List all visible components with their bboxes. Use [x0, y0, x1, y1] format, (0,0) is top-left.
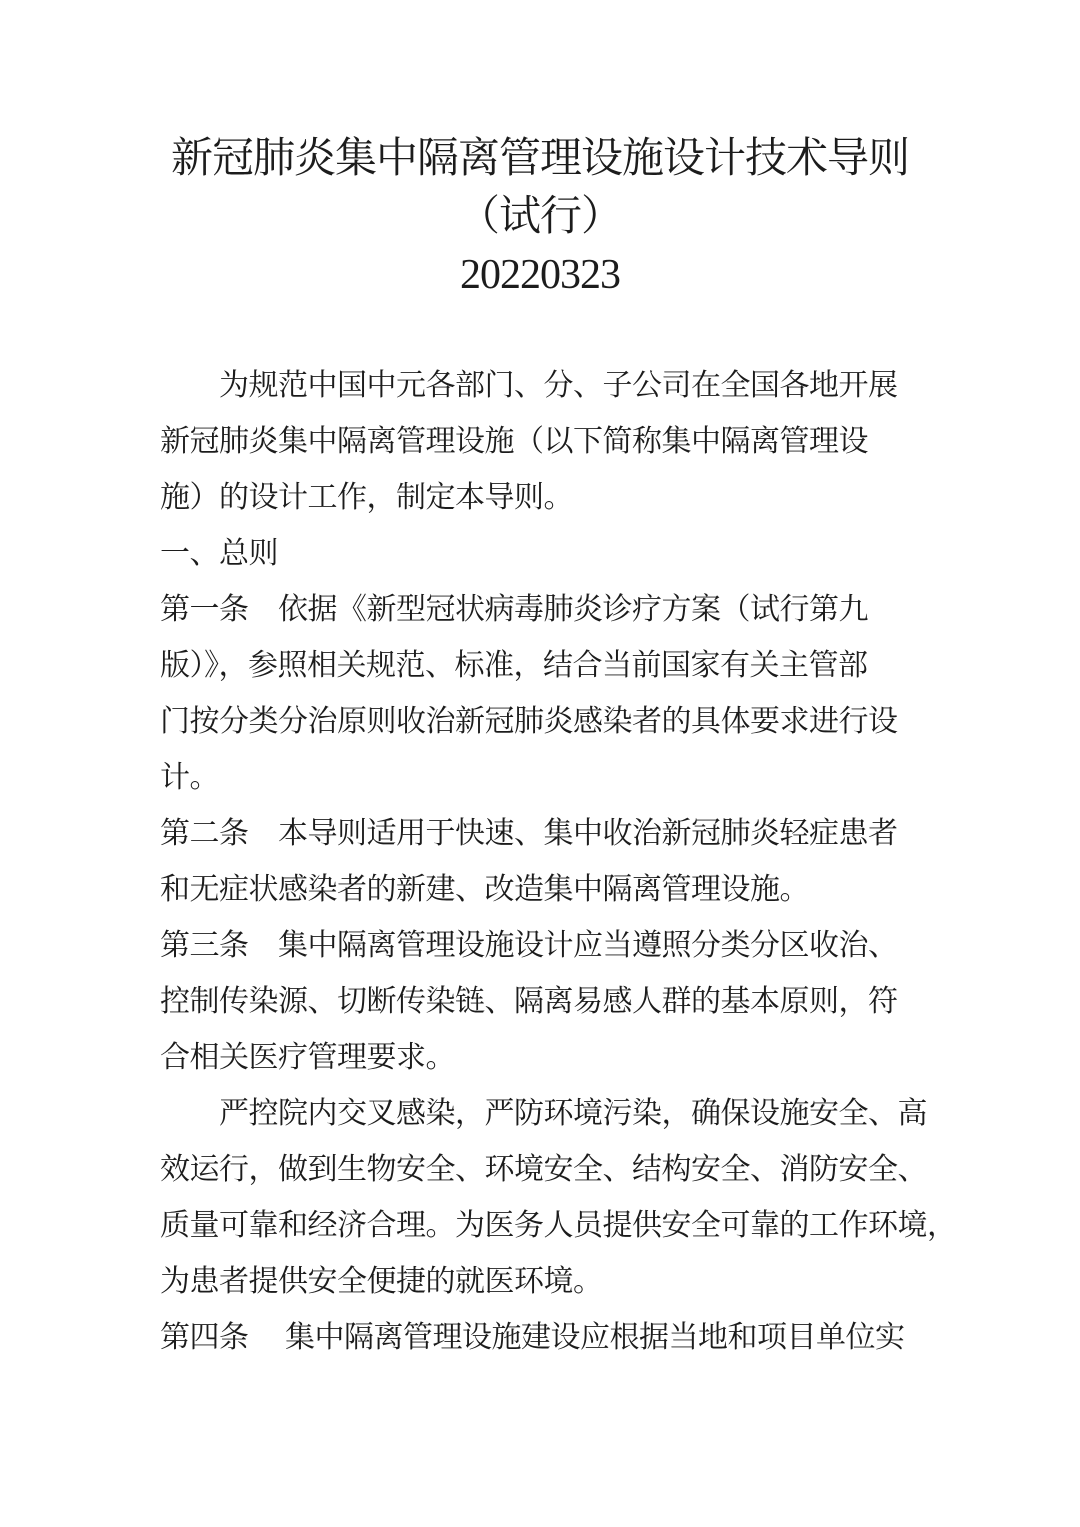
text-line: 和无症状感染者的新建、改造集中隔离管理设施。	[160, 873, 809, 906]
section-heading: 一、总则	[160, 537, 278, 570]
title-line-2: （试行）	[457, 194, 622, 240]
text-line: 质量可靠和经济合理。为医务人员提供安全可靠的工作环境，	[160, 1209, 957, 1242]
text-line: 新冠肺炎集中隔离管理设施（以下简称集中隔离管理设	[160, 425, 868, 458]
text-line: 施）的设计工作，制定本导则。	[160, 481, 573, 514]
text-line: 合相关医疗管理要求。	[160, 1041, 455, 1074]
text-line: 为患者提供安全便捷的就医环境。	[160, 1265, 603, 1298]
text-line: 严控院内交叉感染，严防环境污染，确保设施安全、高	[219, 1097, 927, 1130]
document-title	[0, 0, 1080, 304]
text-line: 第四条 集中隔离管理设施建设应根据当地和项目单位实	[160, 1321, 905, 1354]
text-line: 第三条 集中隔离管理设施设计应当遵照分类分区收治、	[160, 929, 898, 962]
text-line: 为规范中国中元各部门、分、子公司在全国各地开展	[219, 369, 898, 402]
text-line: 效运行，做到生物安全、环境安全、结构安全、消防安全、	[160, 1153, 927, 1186]
text-line: 第一条 依据《新型冠状病毒肺炎诊疗方案（试行第九	[160, 593, 868, 626]
text-line: 门按分类分治原则收治新冠肺炎感染者的具体要求进行设	[160, 705, 898, 738]
text-line: 计。	[160, 761, 219, 794]
text-line: 版）》，参照相关规范、标准，结合当前国家有关主管部	[160, 649, 868, 682]
text-line: 第二条 本导则适用于快速、集中收治新冠肺炎轻症患者	[160, 817, 898, 850]
text-line: 控制传染源、切断传染链、隔离易感人群的基本原则，符	[160, 985, 898, 1018]
title-line-1: 新冠肺炎集中隔离管理设施设计技术导则	[170, 136, 909, 182]
document-body	[160, 358, 957, 1366]
title-line-3-date: 20220323	[460, 252, 620, 298]
